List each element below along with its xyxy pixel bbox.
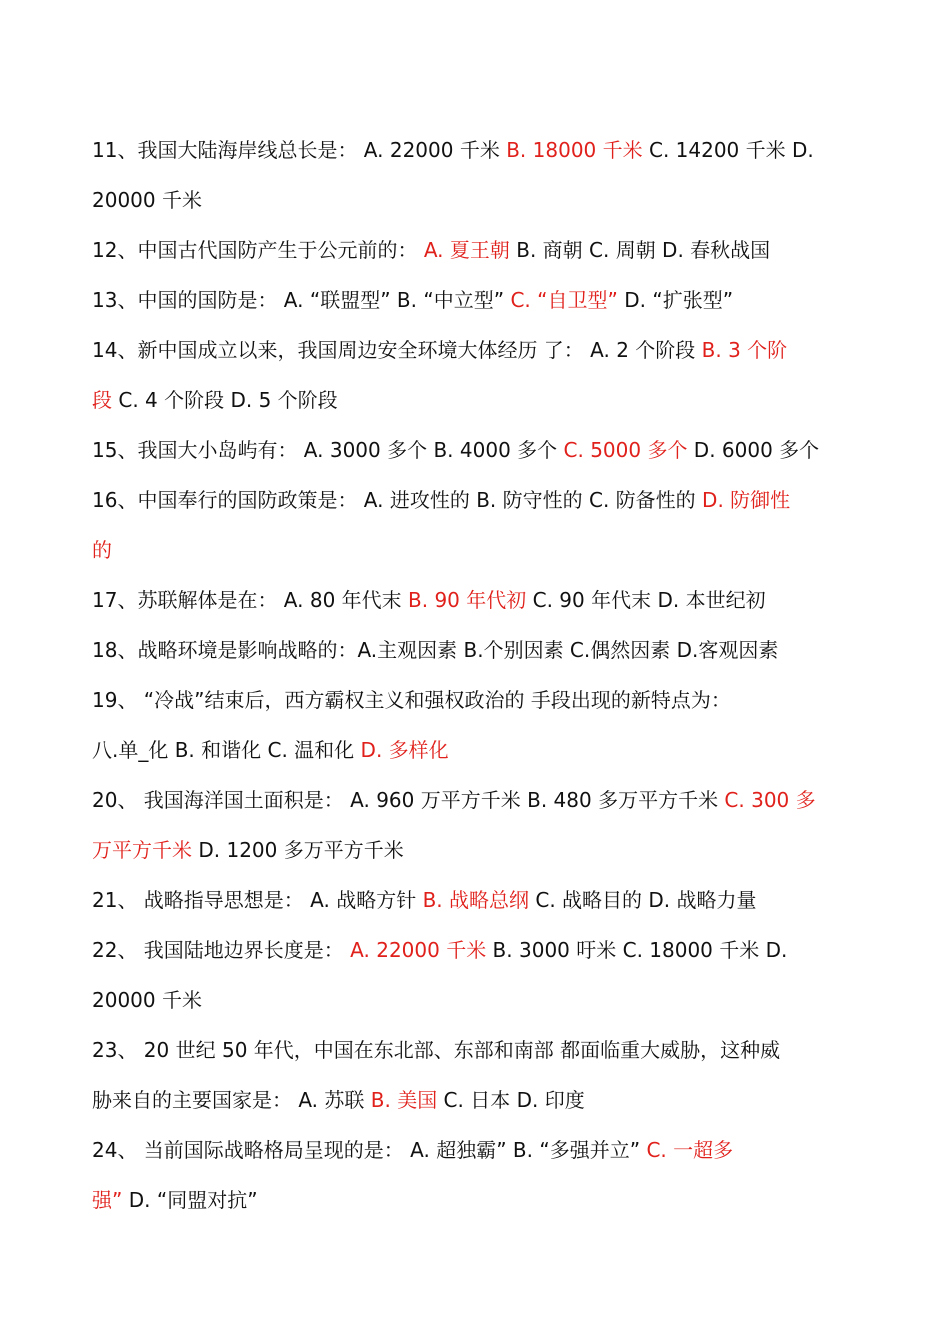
answer-text: 强” [92,1188,123,1212]
answer-text: C. “自卫型” [510,288,618,312]
text-line [92,475,867,525]
text-line [92,425,867,475]
question-text: C. 90 年代末 D. 本世纪初 [526,588,766,612]
question-text: B. 3000 吁米 C. 18000 千米 D. [486,938,788,962]
question-text: B. 商朝 C. 周朝 D. 春秋战国 [509,238,771,262]
text-line [92,1025,867,1075]
question-text: 24、 当前国际战略格局呈现的是： A. 超独霸” B. “多强并立” [92,1138,647,1162]
question-text: C. 日本 D. 印度 [437,1088,585,1112]
question-text: 20000 千米 [92,988,202,1012]
question-text: 23、 20 世纪 50 年代，中国在东北部、东部和南部 都面临重大威胁，这种威 [92,1038,781,1062]
question-text: 13、中国的国防是： A. “联盟型” B. “中立型” [92,288,511,312]
answer-text: B. 90 年代初 [408,588,527,612]
text-line [92,1075,867,1125]
question-text: 11、我国大陆海岸线总长是： A. 22000 千米 [92,138,507,162]
question-text: 12、中国古代国防产生于公元前的： [92,238,424,262]
question-text: D. 1200 多万平方千米 [192,838,404,862]
question-text: 15、我国大小岛屿有： A. 3000 多个 B. 4000 多个 [92,438,564,462]
question-text: C. 4 个阶段 D. 5 个阶段 [112,388,338,412]
text-line [92,325,867,375]
answer-text: 的 [92,538,112,562]
text-line [92,525,867,575]
question-text: 八.单_化 B. 和谐化 C. 温和化 [92,738,361,762]
question-text: 20、 我国海洋国土面积是： A. 960 万平方千米 B. 480 多万平方千米 [92,788,725,812]
text-line [92,925,867,975]
question-text: D. “扩张型” [617,288,734,312]
answer-text: D. 防御性 [702,488,791,512]
text-line [92,575,867,625]
question-text: C. 战略目的 D. 战略力量 [529,888,757,912]
question-text: 17、苏联解体是在： A. 80 年代末 [92,588,409,612]
text-line [92,375,867,425]
question-text: 19、 “冷战”结束后，西方霸权主义和强权政治的 手段出现的新特点为： [92,688,731,712]
question-text: 18、战略环境是影响战略的：A.主观因素 B.个别因素 C.偶然因素 D.客观因素 [92,638,779,662]
answer-text: B. 美国 [370,1088,438,1112]
question-text: 21、 战略指导思想是： A. 战略方针 [92,888,423,912]
text-line [92,825,867,875]
text-line [92,725,867,775]
answer-text: C. 5000 多个 [563,438,688,462]
answer-text: C. 一超多 [646,1138,734,1162]
text-line [92,675,867,725]
question-list [92,125,867,1225]
answer-text: A. 22000 千米 [350,938,487,962]
question-text: 胁来自的主要国家是： A. 苏联 [92,1088,371,1112]
question-text: 20000 千米 [92,188,202,212]
answer-text: B. 3 个阶 [701,338,788,362]
text-line [92,975,867,1025]
answer-text: B. 战略总纲 [422,888,530,912]
answer-text: C. 300 多 [724,788,816,812]
question-text: C. 14200 千米 D. [642,138,814,162]
text-line [92,625,867,675]
question-text: 16、中国奉行的国防政策是： A. 进攻性的 B. 防守性的 C. 防备性的 [92,488,703,512]
text-line [92,1125,867,1175]
text-line [92,175,867,225]
answer-text: B. 18000 千米 [506,138,643,162]
answer-text: 段 [92,388,112,412]
text-line [92,1175,867,1225]
question-text: D. “同盟对抗” [122,1188,258,1212]
question-text: 14、新中国成立以来，我国周边安全环境大体经历 了： A. 2 个阶段 [92,338,702,362]
text-line [92,875,867,925]
answer-text: D. 多样化 [360,738,449,762]
question-text: 22、 我国陆地边界长度是： [92,938,351,962]
text-line [92,275,867,325]
text-line [92,125,867,175]
question-text: D. 6000 多个 [687,438,820,462]
answer-text: 万平方千米 [92,838,192,862]
text-line [92,225,867,275]
answer-text: A. 夏王朝 [423,238,510,262]
text-line [92,775,867,825]
